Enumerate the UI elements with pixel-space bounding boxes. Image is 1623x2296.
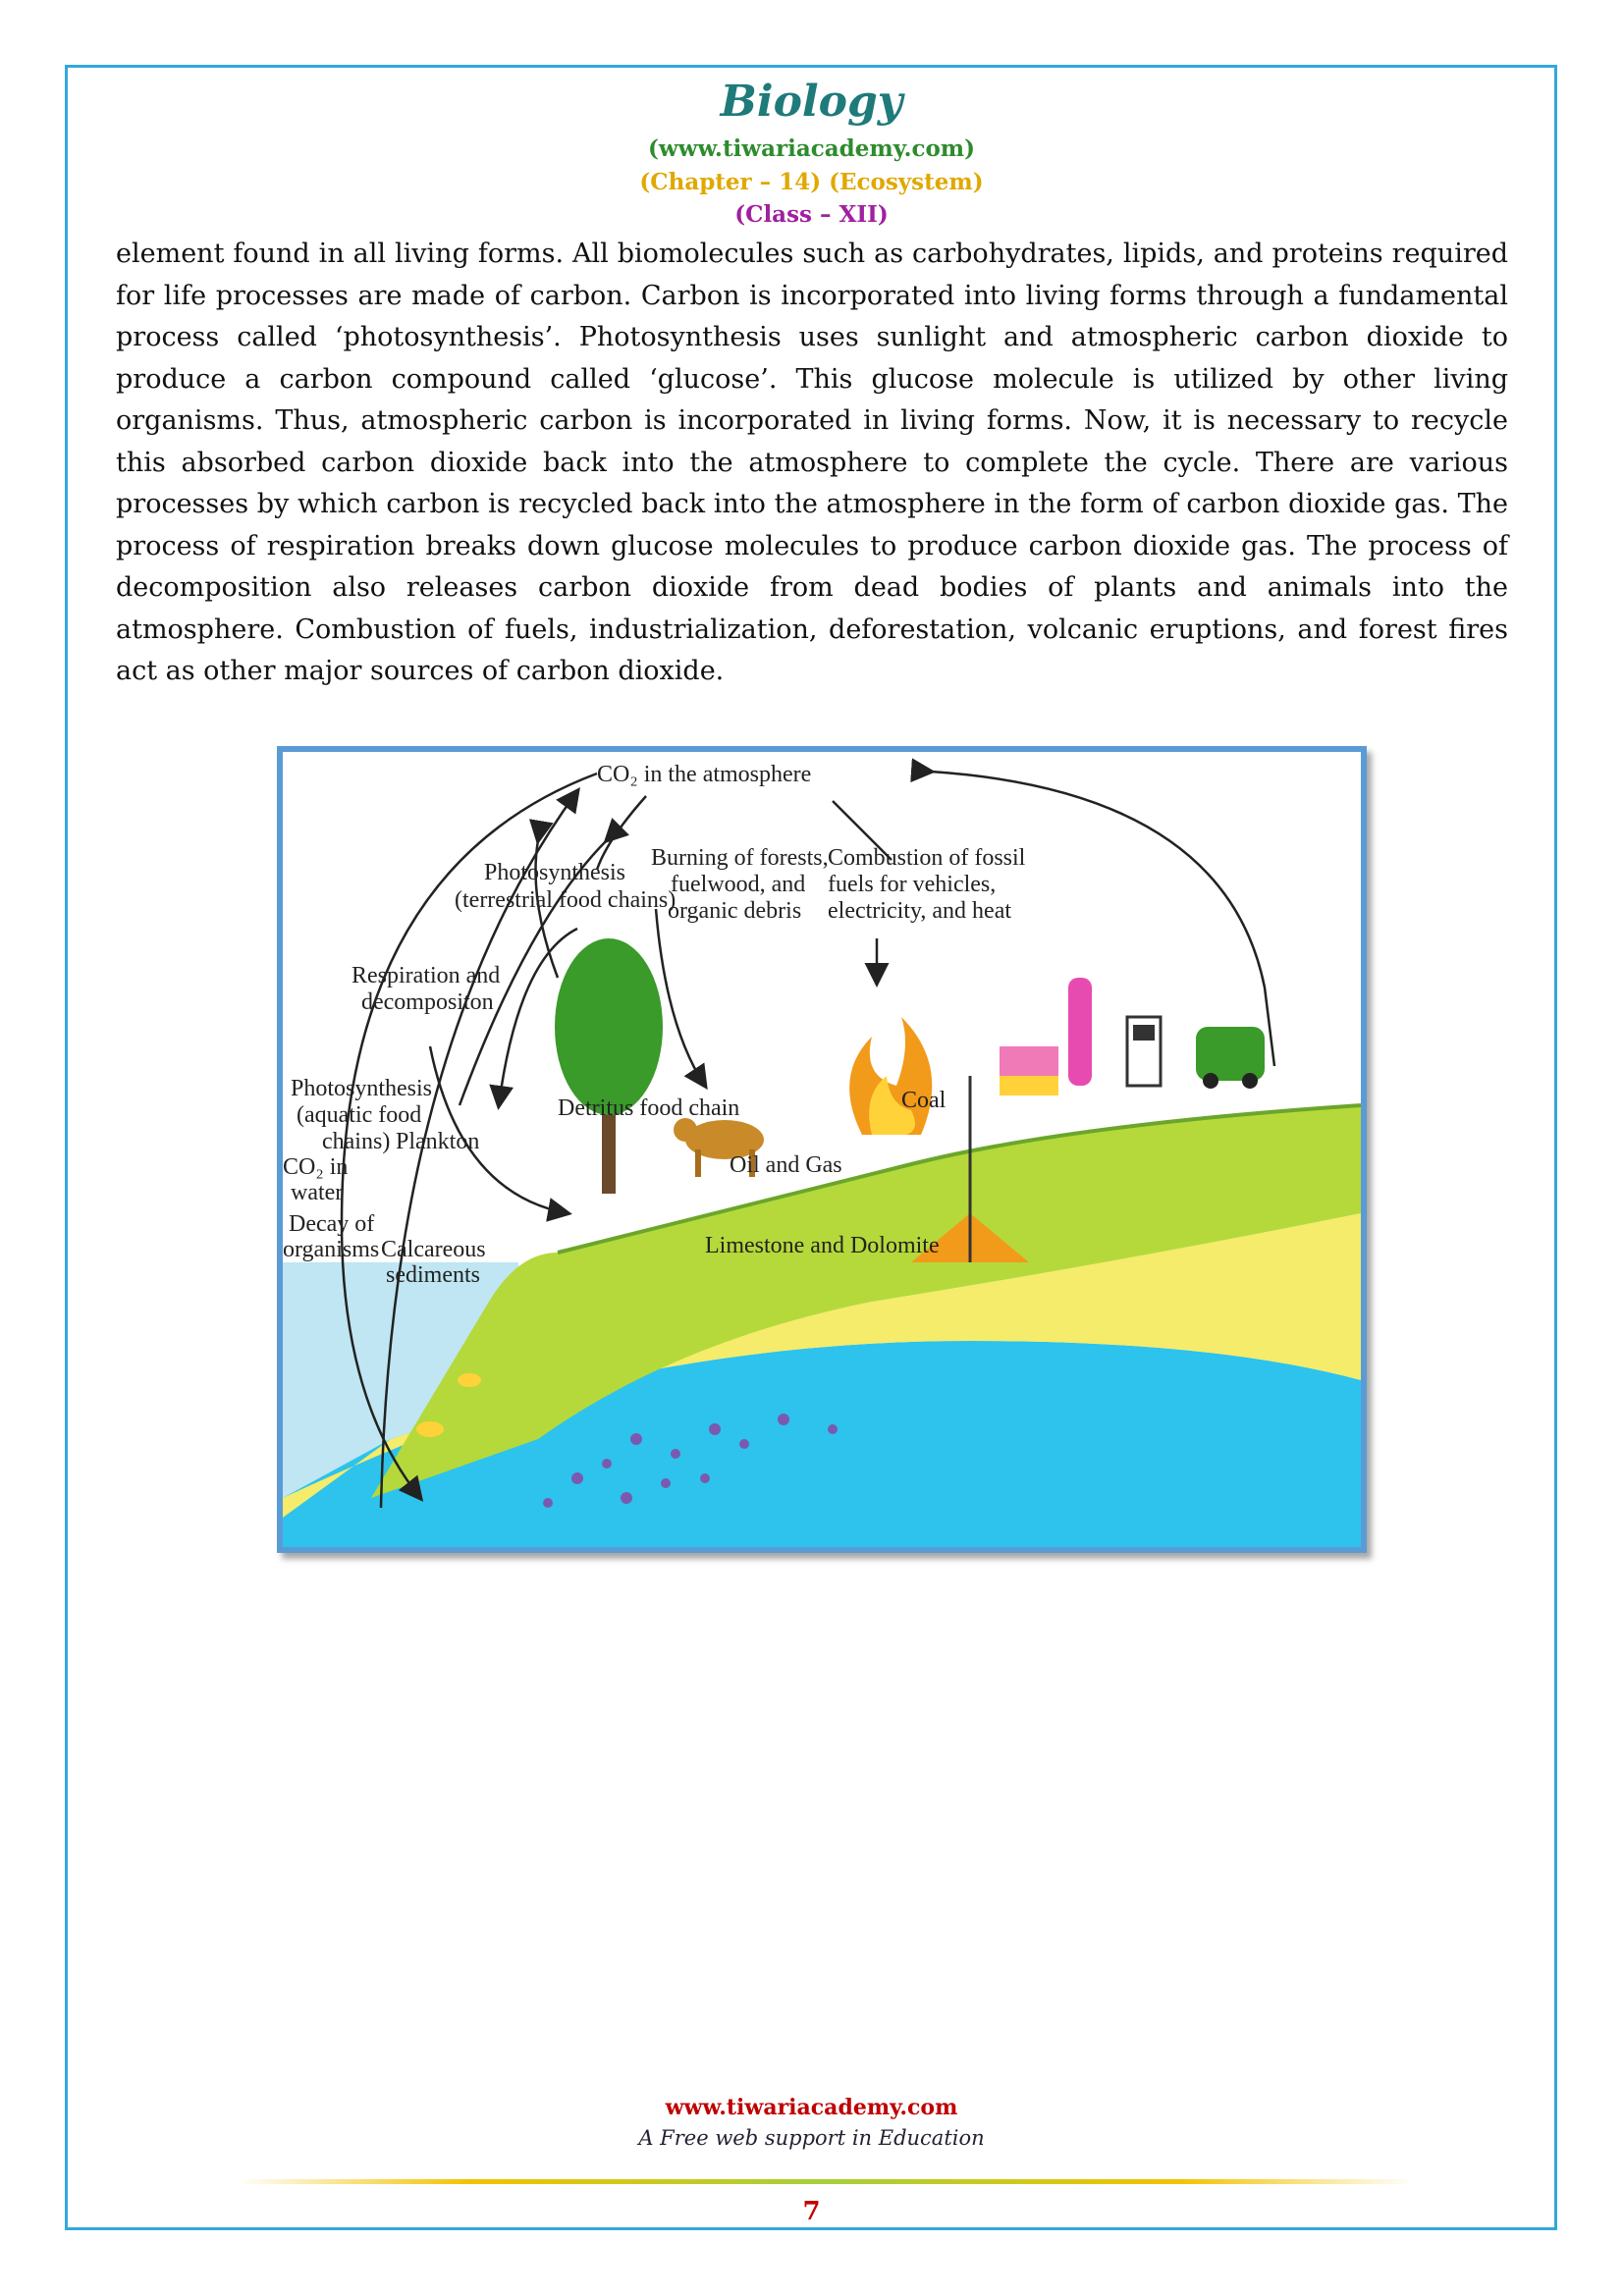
header-chapter: (Chapter – 14) (Ecosystem) <box>639 169 984 195</box>
svg-text:water: water <box>291 1180 344 1205</box>
carbon-cycle-figure <box>277 746 1367 1553</box>
fuel-pump-icon <box>1127 1017 1161 1086</box>
label-coal: Coal <box>901 1088 947 1113</box>
body-paragraph: element found in all living forms. All biomolecules such as carbohydrates, lipids, and proteins required for life processes are made of carbon. Carbon is incorporated into living forms through a fundamental process called ‘photosynthesis’. Photosynthesis uses sunlight and atmospheric carbon dioxide to produce a carbon compound called ‘glucose’. This glucose molecule is utilized by other living organisms. Thus, atmospheric carbon is incorporated in living forms. Now, it is necessary to recycle this absorbed carbon dioxide back into the atmosphere to complete the cycle. There are various processes by which carbon is recycled back into the atmosphere in the form of carbon dioxide gas. The process of respiration breaks down glucose molecules to produce carbon dioxide gas. The process of decomposition also releases carbon dioxide from dead bodies of plants and animals into the atmosphere. Combustion of fuels, industrialization, deforestation, volcanic eruptions, and forest fires act as other major sources of carbon dioxide. <box>116 239 1508 686</box>
car-icon <box>1196 1027 1265 1089</box>
label-plankton: Plankton <box>396 1129 480 1154</box>
header-title: Biology <box>720 77 903 127</box>
label-decay: Decay of <box>289 1211 375 1237</box>
label-co2-atmosphere: CO₂ in the atmosphere <box>597 762 812 787</box>
label-oil-gas: Oil and Gas <box>730 1152 842 1178</box>
fire-icon <box>849 1017 932 1135</box>
footer-divider <box>236 2179 1414 2184</box>
svg-text:decompositon: decompositon <box>361 989 494 1015</box>
svg-text:organisms: organisms <box>283 1237 380 1262</box>
label-burning: Burning of forests, <box>651 845 829 871</box>
header-url[interactable]: (www.tiwariacademy.com) <box>647 135 976 162</box>
footer-tagline: A Free web support in Education <box>638 2126 985 2150</box>
header-class: (Class – XII) <box>734 201 889 228</box>
svg-text:(terrestrial food chains): (terrestrial food chains) <box>455 887 676 913</box>
arrow-photosynthesis <box>597 796 646 870</box>
page-number: 7 <box>802 2197 821 2226</box>
svg-text:fuels for vehicles,: fuels for vehicles, <box>828 872 997 897</box>
tree-icon <box>555 938 663 1194</box>
svg-text:(aquatic food: (aquatic food <box>297 1102 422 1128</box>
label-calcareous: Calcareous <box>381 1237 486 1262</box>
label-respiration: Respiration and <box>352 963 501 988</box>
footer-url[interactable]: www.tiwariacademy.com <box>665 2095 958 2120</box>
label-limestone: Limestone and Dolomite <box>705 1233 940 1258</box>
label-combustion: Combustion of fossil <box>828 845 1026 871</box>
carbon-cycle-diagram <box>283 752 1361 1547</box>
svg-text:electricity, and heat: electricity, and heat <box>828 898 1012 924</box>
svg-text:fuelwood, and: fuelwood, and <box>671 872 806 897</box>
label-photosynthesis-terrestrial: Photosynthesis <box>484 860 626 885</box>
fish-icon <box>416 1421 444 1437</box>
svg-text:chains): chains) <box>322 1129 391 1154</box>
factory-icon <box>1000 978 1092 1095</box>
label-detritus: Detritus food chain <box>558 1095 740 1121</box>
svg-text:organic debris: organic debris <box>668 898 802 924</box>
label-photosynthesis-aquatic: Photosynthesis <box>291 1076 433 1101</box>
svg-text:sediments: sediments <box>386 1262 480 1288</box>
label-co2-water: CO₂ in <box>283 1154 349 1180</box>
